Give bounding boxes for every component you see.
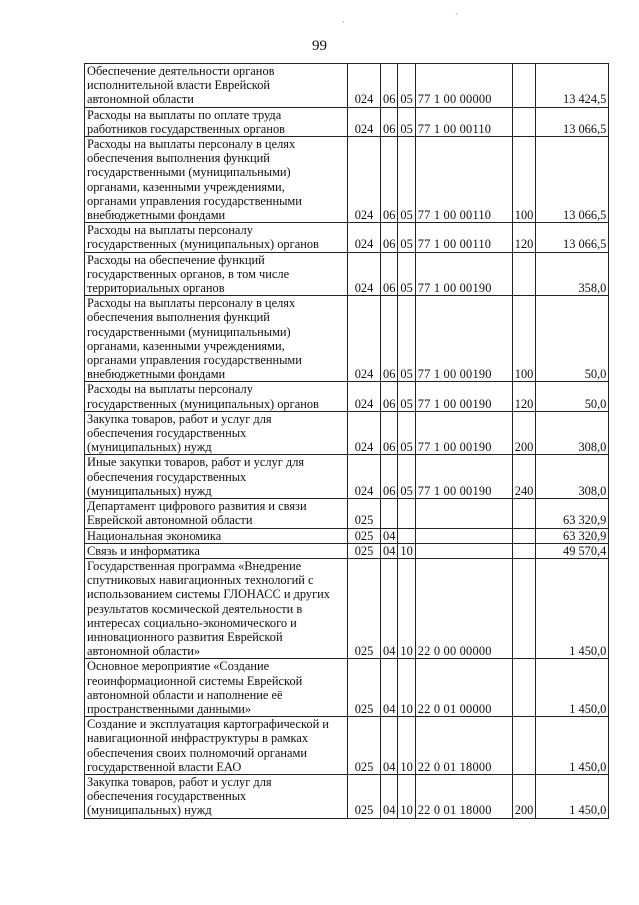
row-amount-cell: 13 066,5 [536,107,609,136]
table-row [85,558,609,658]
table-row [85,543,609,558]
row-name-cell: Национальная экономика [85,528,348,543]
row-section-cell: 06 [381,64,398,108]
row-grbs-cell: 024 [348,64,381,108]
row-subsection-cell: 05 [398,107,415,136]
table-row [85,296,609,382]
table-row [85,411,609,455]
table-row [85,252,609,296]
row-section-cell: 04 [381,558,398,658]
row-amount-cell: 63 320,9 [536,499,609,528]
row-name-cell: Закупка товаров, работ и услуг для обеспечения государственных (муниципальных) нужд [85,774,348,818]
row-section-cell: 06 [381,296,398,382]
row-section-cell: 04 [381,774,398,818]
row-name-cell: Расходы на обеспечение функций государственных органов, в том числе территориальных органов [85,252,348,296]
row-subsection-cell: 10 [398,543,415,558]
row-target-article-cell: 77 1 00 00110 [415,137,512,223]
budget-table [84,63,609,819]
row-section-cell: 06 [381,137,398,223]
row-grbs-cell: 025 [348,659,381,717]
row-expense-type-cell: 200 [512,411,536,455]
row-grbs-cell: 024 [348,252,381,296]
row-expense-type-cell: 240 [512,455,536,499]
row-amount-cell: 1 450,0 [536,717,609,775]
table-row [85,455,609,499]
row-expense-type-cell [512,528,536,543]
scan-speck: · [342,18,345,27]
table-row [85,774,609,818]
row-amount-cell: 1 450,0 [536,774,609,818]
row-name-cell: Расходы на выплаты персоналу государственных (муниципальных) органов [85,223,348,252]
row-amount-cell: 13 066,5 [536,223,609,252]
row-target-article-cell: 22 0 01 18000 [415,774,512,818]
row-grbs-cell: 024 [348,411,381,455]
row-section-cell: 06 [381,252,398,296]
row-amount-cell: 50,0 [536,296,609,382]
row-expense-type-cell [512,64,536,108]
row-name-cell: Обеспечение деятельности органов исполнительной власти Еврейской автономной области [85,64,348,108]
row-name-cell: Государственная программа «Внедрение спутниковых навигационных технологий с использованием системы ГЛОНАСС и других результатов космической деятельности в интересах социально-экономического и инновационного развития Еврейской автономной области» [85,558,348,658]
row-expense-type-cell [512,659,536,717]
page-number: 99 [312,38,327,54]
row-name-cell: Расходы на выплаты персоналу государственных (муниципальных) органов [85,382,348,411]
row-expense-type-cell: 200 [512,774,536,818]
row-target-article-cell: 22 0 01 18000 [415,717,512,775]
table-row [85,64,609,108]
table-row [85,528,609,543]
row-subsection-cell: 05 [398,411,415,455]
row-subsection-cell: 05 [398,223,415,252]
row-target-article-cell [415,499,512,528]
table-row [85,499,609,528]
row-section-cell: 04 [381,543,398,558]
row-expense-type-cell: 120 [512,223,536,252]
row-grbs-cell: 025 [348,774,381,818]
row-subsection-cell [398,499,415,528]
row-target-article-cell [415,543,512,558]
row-subsection-cell: 05 [398,252,415,296]
row-section-cell: 06 [381,411,398,455]
row-grbs-cell: 025 [348,499,381,528]
row-section-cell: 06 [381,455,398,499]
row-grbs-cell: 024 [348,382,381,411]
row-target-article-cell: 77 1 00 00110 [415,223,512,252]
row-section-cell [381,499,398,528]
budget-table-body [85,64,609,819]
row-subsection-cell: 05 [398,382,415,411]
row-expense-type-cell: 120 [512,382,536,411]
row-section-cell: 04 [381,717,398,775]
row-name-cell: Закупка товаров, работ и услуг для обеспечения государственных (муниципальных) нужд [85,411,348,455]
row-name-cell: Расходы на выплаты персоналу в целях обеспечения выполнения функций государственными (муниципальными) органами, казенными учреждениями, органами управления государственными внебюджетными фондами [85,296,348,382]
row-amount-cell: 49 570,4 [536,543,609,558]
row-grbs-cell: 024 [348,137,381,223]
row-target-article-cell: 22 0 00 00000 [415,558,512,658]
row-amount-cell: 13 066,5 [536,137,609,223]
row-expense-type-cell [512,252,536,296]
row-subsection-cell: 10 [398,774,415,818]
row-section-cell: 06 [381,223,398,252]
row-name-cell: Расходы на выплаты по оплате труда работников государственных органов [85,107,348,136]
row-grbs-cell: 025 [348,543,381,558]
row-subsection-cell: 05 [398,64,415,108]
row-subsection-cell: 10 [398,659,415,717]
scan-speck: · [455,10,458,19]
row-amount-cell: 358,0 [536,252,609,296]
row-subsection-cell: 05 [398,455,415,499]
row-name-cell: Департамент цифрового развития и связи Еврейской автономной области [85,499,348,528]
row-target-article-cell: 22 0 01 00000 [415,659,512,717]
row-grbs-cell: 025 [348,717,381,775]
row-target-article-cell: 77 1 00 00110 [415,107,512,136]
row-name-cell: Основное мероприятие «Создание геоинформационной системы Еврейской автономной области и наполнение её пространственными данными» [85,659,348,717]
row-amount-cell: 308,0 [536,411,609,455]
row-section-cell: 04 [381,659,398,717]
row-expense-type-cell [512,499,536,528]
row-grbs-cell: 024 [348,455,381,499]
table-row [85,382,609,411]
row-name-cell: Иные закупки товаров, работ и услуг для обеспечения государственных (муниципальных) нужд [85,455,348,499]
row-expense-type-cell [512,558,536,658]
row-name-cell: Создание и эксплуатация картографической и навигационной инфраструктуры в рамках обеспечения своих полномочий органами государственной власти ЕАО [85,717,348,775]
row-expense-type-cell: 100 [512,296,536,382]
row-target-article-cell: 77 1 00 00190 [415,252,512,296]
row-subsection-cell [398,528,415,543]
row-expense-type-cell [512,717,536,775]
row-amount-cell: 50,0 [536,382,609,411]
row-expense-type-cell: 100 [512,137,536,223]
row-grbs-cell: 024 [348,296,381,382]
row-expense-type-cell [512,107,536,136]
row-subsection-cell: 05 [398,137,415,223]
table-row [85,659,609,717]
row-subsection-cell: 10 [398,558,415,658]
table-row [85,717,609,775]
row-expense-type-cell [512,543,536,558]
row-name-cell: Расходы на выплаты персоналу в целях обеспечения выполнения функций государственными (муниципальными) органами, казенными учреждениями, органами управления государственными внебюджетными фондами [85,137,348,223]
row-section-cell: 06 [381,382,398,411]
row-grbs-cell: 025 [348,558,381,658]
row-grbs-cell: 024 [348,107,381,136]
row-grbs-cell: 025 [348,528,381,543]
row-target-article-cell: 77 1 00 00190 [415,455,512,499]
row-target-article-cell: 77 1 00 00190 [415,411,512,455]
table-row [85,223,609,252]
row-subsection-cell: 05 [398,296,415,382]
row-target-article-cell: 77 1 00 00190 [415,296,512,382]
table-row [85,137,609,223]
row-amount-cell: 13 424,5 [536,64,609,108]
row-target-article-cell [415,528,512,543]
row-target-article-cell: 77 1 00 00000 [415,64,512,108]
row-amount-cell: 1 450,0 [536,558,609,658]
row-subsection-cell: 10 [398,717,415,775]
row-target-article-cell: 77 1 00 00190 [415,382,512,411]
row-amount-cell: 308,0 [536,455,609,499]
row-amount-cell: 63 320,9 [536,528,609,543]
row-section-cell: 06 [381,107,398,136]
row-grbs-cell: 024 [348,223,381,252]
table-row [85,107,609,136]
row-name-cell: Связь и информатика [85,543,348,558]
row-amount-cell: 1 450,0 [536,659,609,717]
row-section-cell: 04 [381,528,398,543]
